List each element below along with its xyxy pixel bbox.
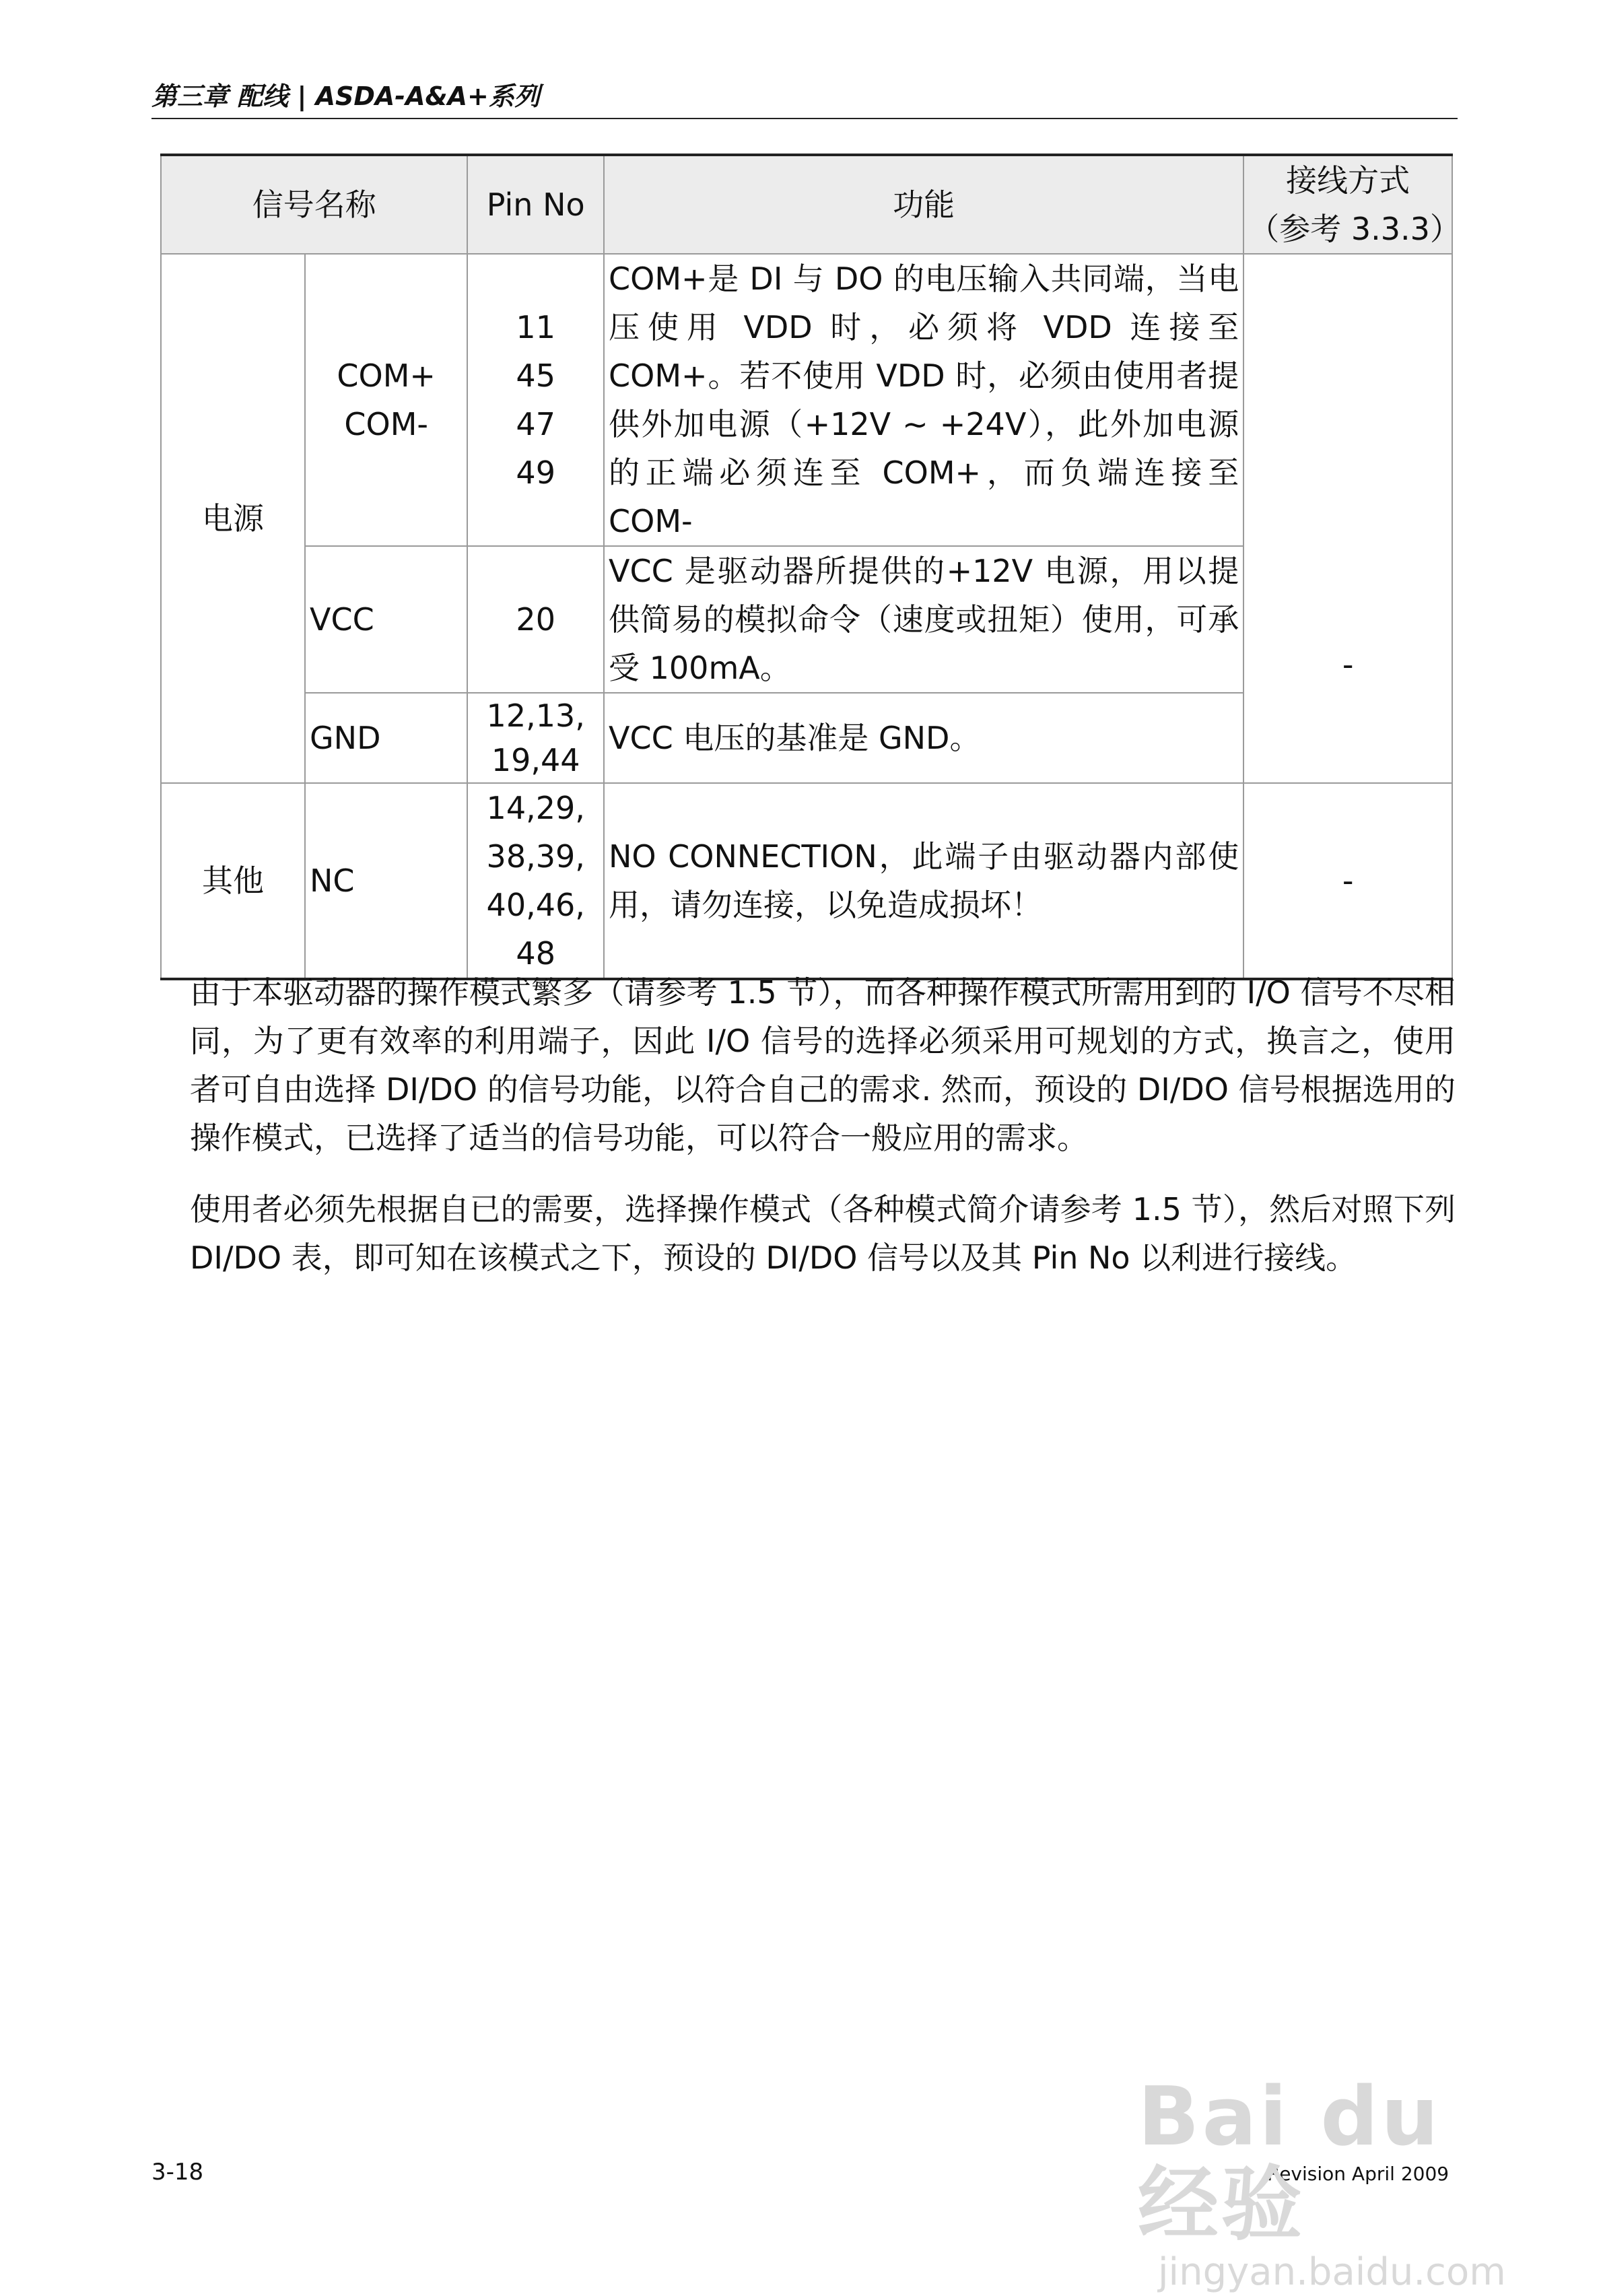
- pin-value: 40,46,: [486, 887, 585, 923]
- table-row: [161, 546, 1452, 693]
- pin-list: [467, 254, 604, 546]
- group-other: 其他: [161, 783, 305, 979]
- baidu-watermark: [1138, 2070, 1515, 2294]
- signal-name-line2: COM-: [344, 406, 429, 442]
- pin-value: 12,13,: [486, 698, 585, 734]
- signal-name-line1: COM+: [337, 358, 436, 394]
- table-header-row: [161, 155, 1452, 254]
- function-text: NO CONNECTION，此端子由驱动器内部使用，请勿连接，以免造成损坏！: [604, 783, 1243, 979]
- header-wiring-line2: （参考 3.3.3）: [1248, 211, 1461, 247]
- pin-value: 14,29,: [486, 790, 585, 826]
- revision-text: Revision April 2009: [1267, 2163, 1449, 2185]
- function-text: VCC 电压的基准是 GND。: [604, 693, 1243, 783]
- header-title: 第三章 配线 | ASDA-A&A+系列: [151, 81, 540, 111]
- pin-value: 45: [516, 358, 555, 394]
- pin-value: 11: [516, 309, 555, 345]
- pin-value: 49: [516, 454, 555, 491]
- signal-name: [305, 254, 467, 546]
- function-text: VCC 是驱动器所提供的+12V 电源，用以提供简易的模拟命令（速度或扭矩）使用，可承受 100mA。: [604, 546, 1243, 693]
- wiring-cell: -: [1243, 783, 1452, 979]
- watermark-url: jingyan.baidu.com: [1158, 2250, 1506, 2294]
- pin-list: [467, 693, 604, 783]
- wiring-cell: [1243, 254, 1452, 546]
- signal-name: VCC: [305, 546, 467, 693]
- function-text: COM+是 DI 与 DO 的电压输入共同端，当电压使用 VDD 时，必须将 VDD 连接至 COM+。若不使用 VDD 时，必须由使用者提供外加电源（+12V ~ +24V），此外加电源的正端必须连至 COM+，而负端连接至 COM-: [604, 254, 1243, 546]
- signal-name: NC: [305, 783, 467, 979]
- header-pin-no: Pin No: [467, 155, 604, 254]
- pin-value: 20: [467, 546, 604, 693]
- table-row: [161, 254, 1452, 546]
- header-function: 功能: [604, 155, 1243, 254]
- pin-list: [467, 783, 604, 979]
- pin-value: 48: [516, 935, 555, 972]
- pin-value: 19,44: [491, 742, 580, 778]
- group-power: 电源: [161, 254, 305, 783]
- page-number: 3-18: [151, 2159, 204, 2186]
- header-signal-name: 信号名称: [161, 155, 467, 254]
- table-row: [161, 783, 1452, 979]
- body-paragraph-2: 使用者必须先根据自已的需要，选择操作模式（各种模式简介请参考 1.5 节），然后对照下列 DI/DO 表，即可知在该模式之下，预设的 DI/DO 信号以及其 Pin No 以利进行接线。: [190, 1191, 1456, 1276]
- body-paragraph-1: 由于本驱动器的操作模式繁多（请参考 1.5 节），而各种操作模式所需用到的 I/O 信号不尽相同，为了更有效率的利用端子，因此 I/O 信号的选择必须采用可规划的方式，换言之，使用者可自由选择 DI/DO 的信号功能，以符合自己的需求. 然而，预设的 DI/DO 信号根据选用的操作模式，已选择了适当的信号功能，可以符合一般应用的需求。: [190, 974, 1456, 1156]
- header-wiring: [1243, 155, 1461, 254]
- pin-value: 38,39,: [486, 838, 585, 875]
- pin-table: [160, 154, 1461, 980]
- pin-value: 47: [516, 406, 555, 442]
- watermark-logo: Bai du 经验: [1138, 2070, 1441, 2252]
- header-wiring-line1: 接线方式: [1286, 162, 1410, 199]
- wiring-cell: -: [1243, 546, 1452, 783]
- signal-name: GND: [305, 693, 467, 783]
- header-rule: [151, 118, 1458, 119]
